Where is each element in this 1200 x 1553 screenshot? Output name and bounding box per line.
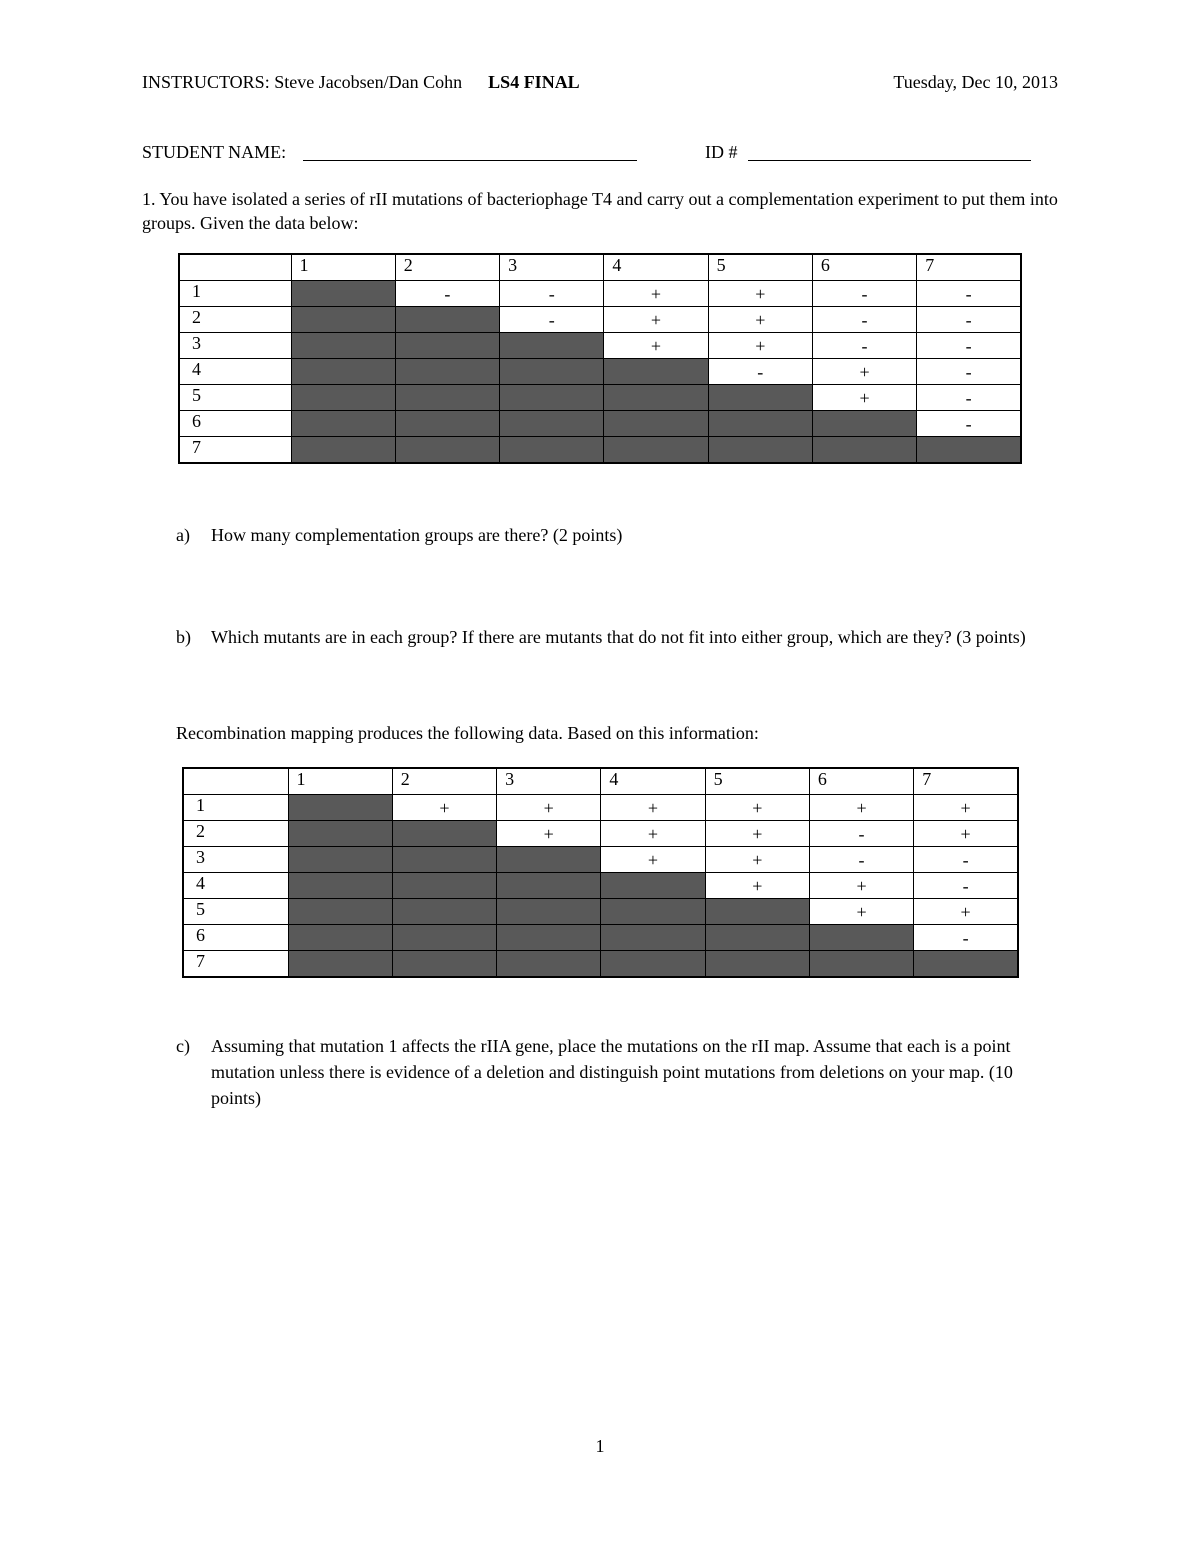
question-b	[176, 624, 1066, 676]
complementation-shaded-cell	[395, 307, 499, 333]
recombination-shaded-cell	[392, 925, 496, 951]
recombination-value-cell: +	[392, 795, 496, 821]
complementation-shaded-cell	[917, 437, 1021, 464]
complementation-shaded-cell	[291, 437, 395, 464]
complementation-row	[179, 307, 1021, 333]
recombination-value-cell: +	[809, 899, 913, 925]
recombination-row	[183, 951, 1018, 978]
question-a-text: How many complementation groups are there? (2 points)	[211, 525, 623, 545]
complementation-value-cell: +	[604, 281, 708, 307]
recombination-value-cell: +	[914, 821, 1018, 847]
recombination-shaded-cell	[288, 925, 392, 951]
complementation-column-header: 1	[291, 254, 395, 281]
complementation-header-row	[179, 254, 1021, 281]
question-c-text: Assuming that mutation 1 affects the rIIA gene, place the mutations on the rII map. Assume that each is a point mutation unless there is evidence of a deletion and distinguish point mutations from deletions on your map. (10 points)	[211, 1036, 1013, 1108]
recombination-table-body	[183, 768, 1018, 977]
recombination-value-cell: -	[809, 821, 913, 847]
recombination-row	[183, 847, 1018, 873]
complementation-shaded-cell	[395, 385, 499, 411]
recombination-value-cell: +	[497, 821, 601, 847]
recombination-row-label: 7	[183, 951, 288, 978]
complementation-value-cell: +	[604, 307, 708, 333]
complementation-value-cell: +	[708, 333, 812, 359]
header-instructors-line	[142, 72, 580, 93]
recombination-shaded-cell	[288, 847, 392, 873]
recombination-shaded-cell	[601, 951, 705, 978]
recombination-value-cell: +	[497, 795, 601, 821]
complementation-value-cell: -	[500, 281, 604, 307]
complementation-shaded-cell	[395, 411, 499, 437]
complementation-shaded-cell	[604, 437, 708, 464]
recombination-shaded-cell	[497, 925, 601, 951]
complementation-corner-cell	[179, 254, 291, 281]
recombination-shaded-cell	[288, 899, 392, 925]
complementation-value-cell: +	[812, 359, 916, 385]
complementation-value-cell: -	[917, 307, 1021, 333]
question-b-text: Which mutants are in each group? If there are mutants that do not fit into either group, which are they? (3 points)	[211, 627, 1026, 647]
complementation-value-cell: -	[812, 333, 916, 359]
recombination-shaded-cell	[497, 899, 601, 925]
student-name-blank[interactable]	[303, 142, 637, 161]
complementation-row	[179, 281, 1021, 307]
complementation-shaded-cell	[395, 333, 499, 359]
complementation-shaded-cell	[708, 411, 812, 437]
recombination-row-label: 2	[183, 821, 288, 847]
question-a	[176, 522, 1066, 548]
recombination-value-cell: +	[914, 795, 1018, 821]
recombination-column-header: 4	[601, 768, 705, 795]
complementation-row-label: 3	[179, 333, 291, 359]
complementation-shaded-cell	[604, 385, 708, 411]
complementation-row-label: 1	[179, 281, 291, 307]
recombination-column-header: 5	[705, 768, 809, 795]
complementation-value-cell: +	[812, 385, 916, 411]
complementation-table-body	[179, 254, 1021, 463]
student-name-label: STUDENT NAME:	[142, 142, 287, 162]
recombination-table	[182, 767, 1019, 978]
complementation-column-header: 2	[395, 254, 499, 281]
complementation-value-cell: +	[604, 333, 708, 359]
exam-date: Tuesday, Dec 10, 2013	[893, 72, 1058, 92]
recombination-value-cell: +	[705, 847, 809, 873]
complementation-value-cell: -	[395, 281, 499, 307]
recombination-shaded-cell	[914, 951, 1018, 978]
complementation-row	[179, 333, 1021, 359]
question-c-letter: c)	[176, 1036, 190, 1056]
recombination-shaded-cell	[809, 925, 913, 951]
recombination-shaded-cell	[601, 899, 705, 925]
complementation-shaded-cell	[291, 333, 395, 359]
complementation-row-label: 5	[179, 385, 291, 411]
recombination-value-cell: +	[809, 873, 913, 899]
question-c	[176, 1033, 1066, 1113]
instructors-text: INSTRUCTORS: Steve Jacobsen/Dan Cohn	[142, 72, 463, 92]
complementation-value-cell: -	[917, 385, 1021, 411]
recombination-shaded-cell	[497, 951, 601, 978]
recombination-row-label: 3	[183, 847, 288, 873]
recombination-value-cell: +	[809, 795, 913, 821]
complementation-shaded-cell	[500, 437, 604, 464]
recombination-shaded-cell	[601, 925, 705, 951]
recombination-column-header: 7	[914, 768, 1018, 795]
complementation-table	[178, 253, 1022, 464]
recombination-shaded-cell	[601, 873, 705, 899]
recombination-shaded-cell	[497, 847, 601, 873]
question-1-intro: 1. You have isolated a series of rII mutations of bacteriophage T4 and carry out a complementation experiment to put them into groups. Given the data below:	[142, 189, 1058, 233]
question-b-letter: b)	[176, 627, 191, 647]
recombination-row-label: 6	[183, 925, 288, 951]
recombination-row	[183, 925, 1018, 951]
recombination-value-cell: +	[914, 899, 1018, 925]
recombination-shaded-cell	[392, 821, 496, 847]
recombination-row	[183, 821, 1018, 847]
student-id-blank[interactable]	[748, 142, 1031, 161]
recombination-value-cell: -	[809, 847, 913, 873]
recombination-shaded-cell	[392, 899, 496, 925]
complementation-row	[179, 437, 1021, 464]
recombination-value-cell: +	[601, 847, 705, 873]
recombination-row	[183, 899, 1018, 925]
recombination-value-cell: -	[914, 847, 1018, 873]
complementation-shaded-cell	[500, 359, 604, 385]
complementation-shaded-cell	[604, 411, 708, 437]
complementation-value-cell: -	[500, 307, 604, 333]
recombination-column-header: 1	[288, 768, 392, 795]
recombination-shaded-cell	[392, 951, 496, 978]
recombination-shaded-cell	[288, 821, 392, 847]
complementation-value-cell: -	[917, 281, 1021, 307]
recombination-shaded-cell	[497, 873, 601, 899]
complementation-shaded-cell	[604, 359, 708, 385]
recombination-column-header: 2	[392, 768, 496, 795]
complementation-row	[179, 385, 1021, 411]
recombination-row	[183, 873, 1018, 899]
student-id-label: ID #	[705, 142, 738, 162]
recombination-shaded-cell	[705, 899, 809, 925]
complementation-value-cell: -	[812, 307, 916, 333]
complementation-shaded-cell	[708, 385, 812, 411]
complementation-row-label: 4	[179, 359, 291, 385]
recombination-shaded-cell	[288, 951, 392, 978]
recombination-shaded-cell	[705, 925, 809, 951]
complementation-shaded-cell	[291, 359, 395, 385]
recombination-value-cell: +	[601, 795, 705, 821]
recombination-row-label: 5	[183, 899, 288, 925]
complementation-shaded-cell	[291, 307, 395, 333]
recombination-shaded-cell	[392, 873, 496, 899]
complementation-value-cell: -	[812, 281, 916, 307]
recombination-value-cell: +	[705, 795, 809, 821]
complementation-shaded-cell	[812, 411, 916, 437]
complementation-shaded-cell	[500, 385, 604, 411]
recombination-row-label: 4	[183, 873, 288, 899]
complementation-shaded-cell	[291, 411, 395, 437]
recombination-corner-cell	[183, 768, 288, 795]
complementation-value-cell: -	[917, 359, 1021, 385]
complementation-shaded-cell	[291, 281, 395, 307]
recombination-shaded-cell	[809, 951, 913, 978]
complementation-shaded-cell	[395, 437, 499, 464]
course-title: LS4 FINAL	[488, 72, 580, 92]
recombination-shaded-cell	[288, 873, 392, 899]
complementation-shaded-cell	[500, 411, 604, 437]
recombination-value-cell: +	[705, 821, 809, 847]
complementation-row-label: 6	[179, 411, 291, 437]
complementation-shaded-cell	[291, 385, 395, 411]
recombination-value-cell: -	[914, 925, 1018, 951]
recombination-value-cell: +	[601, 821, 705, 847]
complementation-value-cell: -	[708, 359, 812, 385]
complementation-value-cell: -	[917, 411, 1021, 437]
complementation-shaded-cell	[812, 437, 916, 464]
recombination-row-label: 1	[183, 795, 288, 821]
recombination-shaded-cell	[392, 847, 496, 873]
complementation-column-header: 6	[812, 254, 916, 281]
complementation-row-label: 7	[179, 437, 291, 464]
recombination-value-cell: -	[914, 873, 1018, 899]
question-a-letter: a)	[176, 525, 190, 545]
complementation-row	[179, 359, 1021, 385]
recombination-header-row	[183, 768, 1018, 795]
complementation-value-cell: -	[917, 333, 1021, 359]
recombination-column-header: 3	[497, 768, 601, 795]
complementation-column-header: 4	[604, 254, 708, 281]
complementation-column-header: 5	[708, 254, 812, 281]
complementation-row	[179, 411, 1021, 437]
complementation-shaded-cell	[395, 359, 499, 385]
recombination-column-header: 6	[809, 768, 913, 795]
complementation-value-cell: +	[708, 307, 812, 333]
recombination-shaded-cell	[288, 795, 392, 821]
recombination-row	[183, 795, 1018, 821]
student-info-row	[142, 142, 1032, 166]
complementation-shaded-cell	[500, 333, 604, 359]
complementation-value-cell: +	[708, 281, 812, 307]
complementation-row-label: 2	[179, 307, 291, 333]
page-number: 1	[595, 1436, 605, 1456]
complementation-column-header: 7	[917, 254, 1021, 281]
complementation-shaded-cell	[708, 437, 812, 464]
recombination-value-cell: +	[705, 873, 809, 899]
complementation-column-header: 3	[500, 254, 604, 281]
recombination-shaded-cell	[705, 951, 809, 978]
recombination-intro: Recombination mapping produces the following data. Based on this information:	[176, 723, 759, 743]
